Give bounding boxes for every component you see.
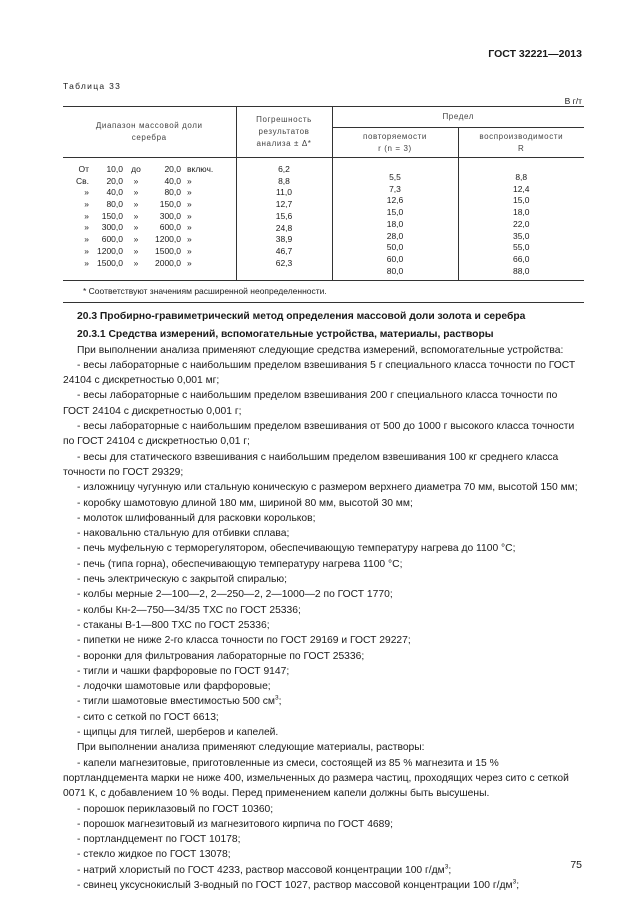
list-item: - печь электрическую с закрытой спиралью; [77, 574, 287, 586]
list-item: - стаканы В-1—800 ТХС по ГОСТ 25336; [77, 619, 270, 631]
list-item: - весы для статического взвешивания с наибольшим пределом взвешивания 100 кг среднего класса точности по ГОСТ 29329; [63, 451, 559, 478]
range-cell [63, 158, 236, 281]
range-part: » [133, 187, 139, 198]
range-part: » [84, 210, 89, 221]
range-part: » [187, 210, 192, 221]
range-part: 150,0 [101, 210, 123, 221]
error-value: 8,8 [278, 175, 290, 186]
range-part: 300,0 [101, 222, 123, 233]
range-part: » [133, 234, 139, 245]
range-part: » [187, 199, 192, 210]
section-heading: 20.3 Пробирно-гравиметрический метод определения массовой доли золота и серебра [77, 311, 526, 322]
page-number: 75 [570, 859, 582, 871]
error-value: 6,2 [278, 164, 290, 174]
range-part: » [84, 245, 89, 256]
list-item: - колбы мерные 2—100—2, 2—250—2, 2—1000—2 по ГОСТ 1770; [77, 589, 393, 601]
range-list [64, 164, 235, 269]
range-part: 150,0 [159, 199, 181, 210]
list-item: - лодочки шамотовые или фарфоровые; [77, 681, 271, 693]
table-caption: Таблица 33 [63, 81, 122, 91]
range-part: до [131, 164, 141, 174]
error-value: 11,0 [276, 187, 292, 198]
error-value: 12,7 [275, 199, 293, 210]
reproducibility-value: 8,8 [515, 172, 528, 182]
list-item: - щипцы для тиглей, шерберов и капелей. [77, 727, 279, 739]
header-reproducibility-label: воспроизводимости [479, 131, 564, 141]
table-header-row [63, 106, 584, 128]
range-part: включ. [187, 164, 214, 174]
error-value: 38,9 [275, 234, 293, 245]
range-part: » [133, 245, 139, 256]
table-footnote: * Соответствуют значениям расширенной неопределенности. [63, 281, 584, 302]
punctuation: ; [448, 864, 452, 876]
range-part: » [187, 245, 192, 256]
repeatability-cell [332, 158, 458, 281]
error-value: 24,8 [275, 222, 293, 233]
table-unit: В г/т [564, 96, 582, 106]
range-part: » [133, 175, 139, 186]
table-footnote-row [63, 281, 584, 302]
superscript: 3 [444, 863, 449, 871]
list-item: - наковальню стальную для отбивки сплава; [77, 528, 290, 540]
repeatability-list [334, 172, 457, 277]
list-item [63, 863, 584, 878]
range-part: 40,0 [164, 175, 181, 186]
header-limit: Предел [332, 106, 584, 128]
paragraph: При выполнении анализа применяют следующие материалы, растворы: [77, 742, 425, 754]
list-item-text: - натрий хлористый по ГОСТ 4233, раствор массовой концентрации 100 г/дм [77, 864, 445, 876]
range-part: » [187, 257, 192, 268]
list-item: - печь муфельную с терморегулятором, обеспечивающую температуру нагрева до 1100 °С; [77, 543, 516, 555]
list-item: - изложницу чугунную или стальную коническую с размером верхнего диаметра 70 мм, высотой 150 мм; [77, 482, 578, 494]
reproducibility-value: 22,0 [512, 218, 530, 229]
list-item: - пипетки не ниже 2-го класса точности по ГОСТ 29169 и ГОСТ 29227; [77, 635, 411, 647]
range-part: » [84, 234, 89, 245]
range-part: » [187, 222, 192, 233]
repeatability-value: 50,0 [386, 242, 404, 253]
list-item [63, 878, 584, 893]
list-item: - портландцемент по ГОСТ 10178; [77, 834, 241, 846]
reproducibility-value: 35,0 [512, 230, 530, 241]
reproducibility-list [460, 172, 584, 277]
repeatability-value: 18,0 [386, 218, 404, 229]
error-value: 15,6 [275, 210, 293, 221]
range-row [67, 187, 235, 199]
range-part: 20,0 [106, 175, 123, 186]
range-part: От [78, 164, 89, 174]
list-item: - весы лабораторные с наибольшим пределом взвешивания 200 г специального класса точности по ГОСТ 24104 с дискретностью 0,001 г; [63, 390, 558, 417]
list-item: - молоток шлифованный для расковки корольков; [77, 512, 316, 524]
range-part: » [187, 234, 192, 245]
range-part: 10,0 [106, 164, 123, 174]
error-cell [236, 158, 332, 281]
header-repeatability-symbol: r (n = 3) [378, 143, 412, 153]
range-row [67, 176, 235, 188]
range-part: » [133, 210, 139, 221]
header-reproducibility-symbol: R [518, 143, 525, 153]
list-item: - порошок периклазовый по ГОСТ 10360; [77, 803, 274, 815]
list-item: - колбы Кн-2—750—34/35 ТХС по ГОСТ 25336; [77, 604, 301, 616]
range-part: » [133, 257, 139, 268]
range-part: » [84, 222, 89, 233]
reproducibility-value: 18,0 [512, 207, 530, 218]
list-item [63, 694, 584, 709]
range-row [67, 222, 235, 234]
range-part: » [133, 222, 139, 233]
range-part: 20,0 [164, 164, 181, 174]
header-repeatability-label: повторяемости [363, 131, 427, 141]
repeatability-value: 12,6 [386, 195, 404, 206]
punctuation: ; [278, 696, 282, 708]
range-part: » [84, 199, 89, 210]
range-part: 80,0 [164, 187, 181, 198]
list-item: - печь (типа горна), обеспечивающую температуру нагрева 1100 °С; [77, 558, 403, 570]
repeatability-value: 60,0 [386, 253, 404, 264]
range-part: » [133, 199, 139, 210]
subsection-heading: 20.3.1 Средства измерений, вспомогательные устройства, материалы, растворы [77, 329, 494, 341]
reproducibility-value: 88,0 [512, 265, 530, 276]
list-item: - весы лабораторные с наибольшим пределом взвешивания от 500 до 1000 г высокого класса точности по ГОСТ 24104 с дискретностью 0,01 г; [63, 421, 575, 448]
range-part: 40,0 [106, 187, 123, 198]
range-part: » [84, 257, 89, 268]
table-body-row [63, 158, 584, 281]
superscript: 3 [512, 878, 517, 886]
range-part: 80,0 [106, 199, 123, 210]
header-reproducibility [458, 128, 584, 158]
header-range: Диапазон массовой доли серебра [63, 106, 236, 158]
range-part: 1500,0 [155, 245, 181, 256]
range-part: 1500,0 [97, 257, 123, 268]
list-item: - сито с сеткой по ГОСТ 6613; [77, 711, 219, 723]
range-part: 300,0 [159, 210, 181, 221]
reproducibility-cell [458, 158, 584, 281]
range-part: » [187, 175, 192, 186]
reproducibility-value: 66,0 [512, 253, 530, 264]
range-part: » [187, 187, 192, 198]
data-table [63, 106, 584, 301]
range-part: 600,0 [159, 222, 181, 233]
repeatability-value: 7,3 [389, 183, 401, 194]
superscript: 3 [274, 695, 279, 702]
list-item: - порошок магнезитовый из магнезитового кирпича по ГОСТ 4689; [77, 818, 393, 830]
list-item: - весы лабораторные с наибольшим пределом взвешивания 5 г специального класса точности по ГОСТ 24104 с дискретностью 0,001 мг; [63, 359, 576, 387]
paragraph: При выполнении анализа применяют следующие средства измерений, вспомогательные устройства: [77, 344, 564, 356]
list-item: - капели магнезитовые, приготовленные из смеси, состоящей из 85 % магнезита и 15 % портландцемента марки не ниже 400, измельченных до размера частиц, проходящих через сито с сеткой 0071 К, с добавлением 10 % воды. Перед применением капели должны быть высушены. [63, 757, 569, 800]
header-error: Погрешность результатов анализа ± Δ* [236, 106, 332, 158]
list-item-text: - свинец уксуснокислый 3-водный по ГОСТ 1027, раствор массовой концентрации 100 г/дм [77, 879, 513, 891]
list-item: - коробку шамотовую длиной 180 мм, шириной 80 мм, высотой 30 мм; [77, 497, 413, 509]
punctuation: ; [516, 879, 520, 891]
range-row [67, 211, 235, 223]
reproducibility-value: 55,0 [512, 242, 530, 253]
repeatability-value: 80,0 [386, 265, 404, 276]
range-part: Св. [75, 175, 89, 186]
list-item: - стекло жидкое по ГОСТ 13078; [77, 849, 231, 861]
range-part: 1200,0 [155, 234, 181, 245]
range-part: 2000,0 [155, 257, 181, 268]
standard-number: ГОСТ 32221—2013 [488, 48, 582, 60]
header-repeatability [332, 128, 458, 158]
error-value: 62,3 [275, 257, 293, 268]
range-row [67, 246, 235, 258]
error-value: 46,7 [275, 245, 293, 256]
range-part: » [84, 187, 89, 198]
list-item-text: - тигли шамотовые вместимостью 500 см [77, 696, 275, 708]
repeatability-value: 5,5 [389, 172, 401, 182]
reproducibility-value: 12,4 [512, 183, 530, 194]
reproducibility-value: 15,0 [512, 195, 530, 206]
range-row [67, 234, 235, 246]
range-part: 600,0 [101, 234, 123, 245]
repeatability-value: 15,0 [386, 207, 404, 218]
range-part: 1200,0 [97, 245, 123, 256]
list-item: - воронки для фильтрования лабораторные по ГОСТ 25336; [77, 650, 365, 662]
error-list [238, 164, 331, 269]
range-row [67, 164, 235, 176]
range-row [67, 199, 235, 211]
body-text [63, 309, 584, 893]
repeatability-value: 28,0 [386, 230, 404, 241]
list-item: - тигли и чашки фарфоровые по ГОСТ 9147; [77, 665, 290, 677]
range-row [67, 258, 235, 270]
